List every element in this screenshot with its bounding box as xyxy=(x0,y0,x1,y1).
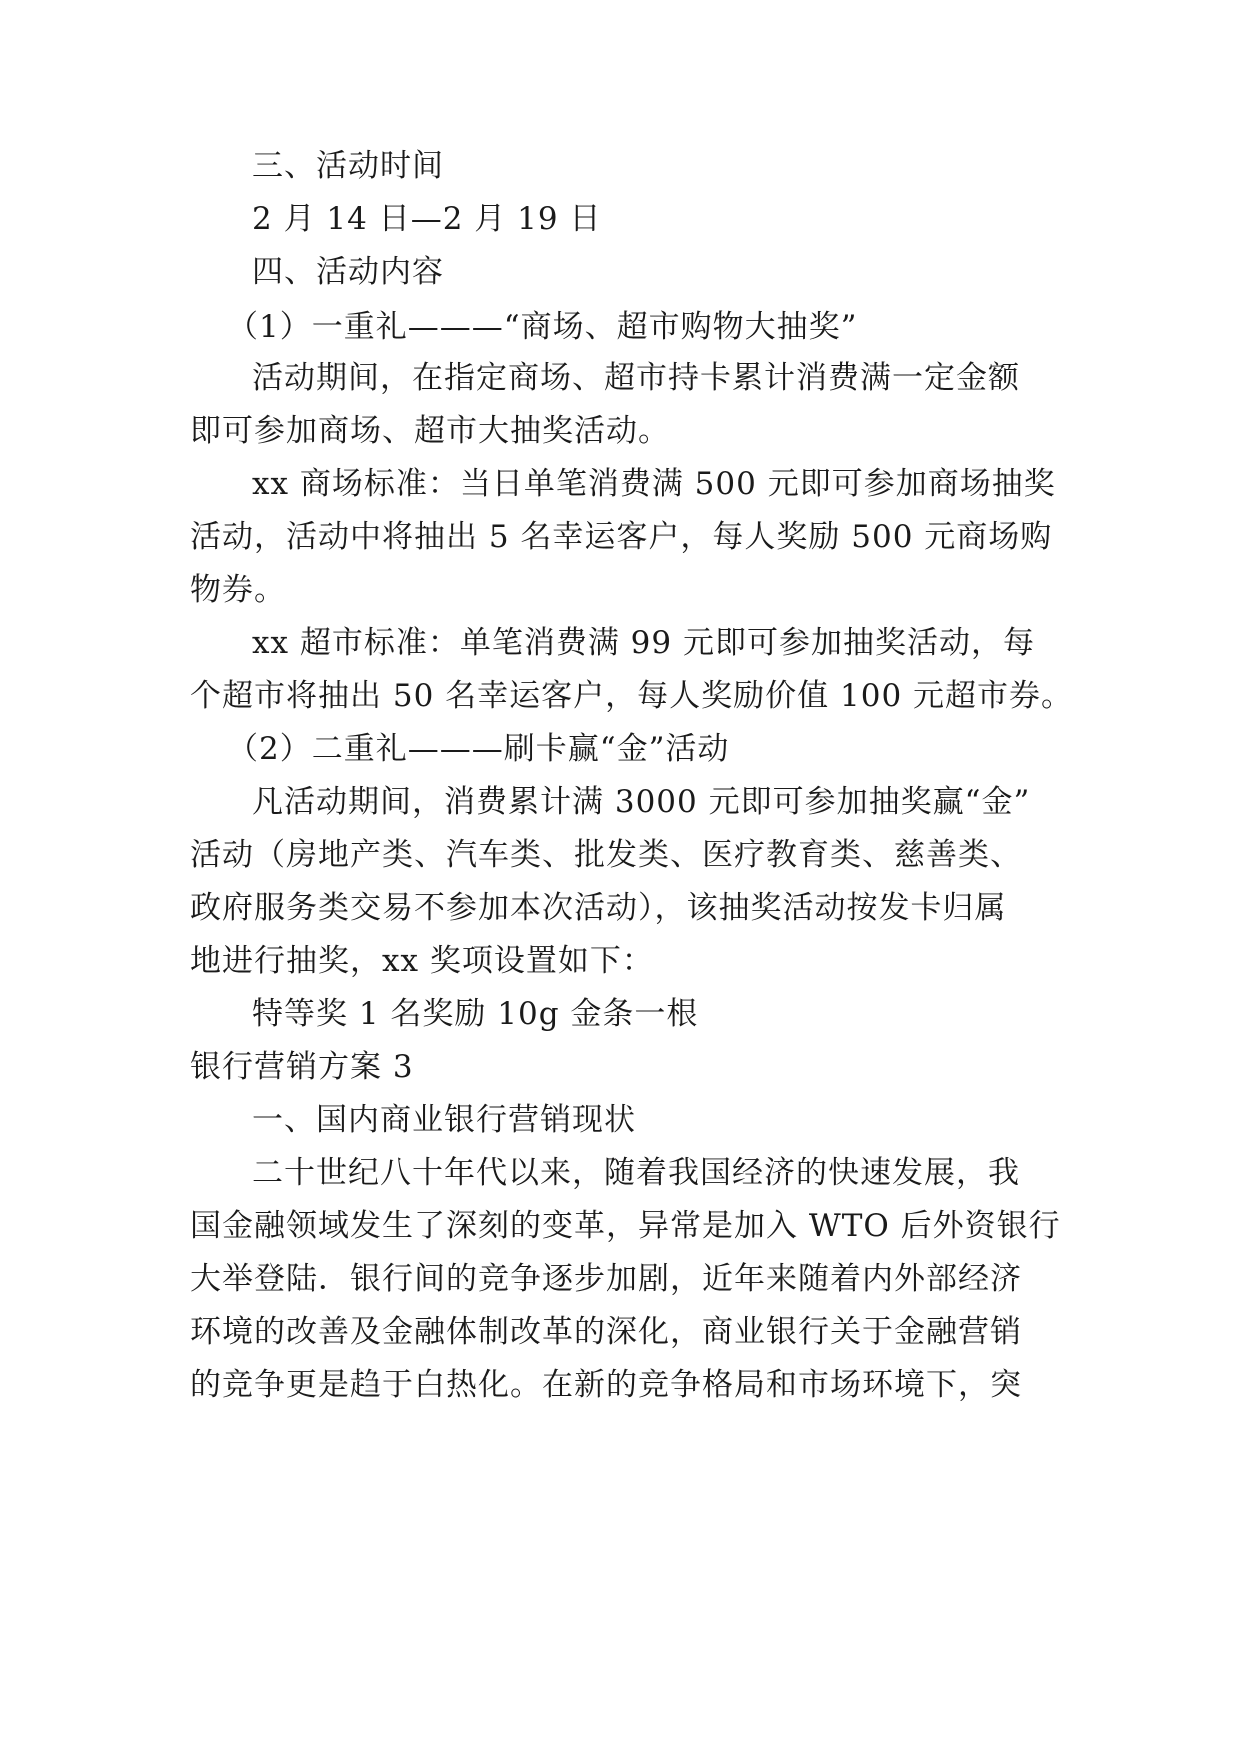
paragraph-line: 二十世纪八十年代以来，随着我国经济的快速发展，我 xyxy=(252,1155,1020,1191)
section-heading-activity-content: 四、活动内容 xyxy=(252,254,444,290)
paragraph-line: 个超市将抽出 50 名幸运客户，每人奖励价值 100 元超市券。 xyxy=(190,678,1074,714)
prize-line: 特等奖 1 名奖励 10g 金条一根 xyxy=(252,996,699,1032)
paragraph-line: 的竞争更是趋于白热化。在新的竞争格局和市场环境下，突 xyxy=(190,1367,1022,1403)
document-title: 银行营销方案 3 xyxy=(190,1049,414,1085)
paragraph-line: 凡活动期间，消费累计满 3000 元即可参加抽奖赢“金” xyxy=(252,784,1031,820)
paragraph-line: 即可参加商场、超市大抽奖活动。 xyxy=(190,413,670,449)
paragraph-line: 政府服务类交易不参加本次活动），该抽奖活动按发卡归属 xyxy=(190,890,1007,926)
section-heading-activity-time: 三、活动时间 xyxy=(252,148,444,184)
subheading-second-gift: （2）二重礼———刷卡赢“金”活动 xyxy=(227,731,730,767)
subheading-first-gift: （1）一重礼———“商场、超市购物大抽奖” xyxy=(227,309,858,345)
activity-date-range: 2 月 14 日—2 月 19 日 xyxy=(252,201,602,237)
paragraph-line: xx 商场标准：当日单笔消费满 500 元即可参加商场抽奖 xyxy=(252,466,1056,502)
paragraph-line: 活动，活动中将抽出 5 名幸运客户，每人奖励 500 元商场购 xyxy=(190,519,1053,555)
paragraph-line: 地进行抽奖，xx 奖项设置如下： xyxy=(190,943,654,979)
paragraph-line: 活动期间，在指定商场、超市持卡累计消费满一定金额 xyxy=(252,360,1020,396)
paragraph-line: 物券。 xyxy=(190,572,286,608)
section-heading-current-status: 一、国内商业银行营销现状 xyxy=(252,1102,636,1138)
paragraph-line: 大举登陆．银行间的竞争逐步加剧，近年来随着内外部经济 xyxy=(190,1261,1022,1297)
paragraph-line: 环境的改善及金融体制改革的深化，商业银行关于金融营销 xyxy=(190,1314,1022,1350)
paragraph-line: xx 超市标准：单笔消费满 99 元即可参加抽奖活动，每 xyxy=(252,625,1035,661)
paragraph-line: 国金融领域发生了深刻的变革，异常是加入 WTO 后外资银行 xyxy=(190,1208,1061,1244)
paragraph-line: 活动（房地产类、汽车类、批发类、医疗教育类、慈善类、 xyxy=(190,837,1022,873)
